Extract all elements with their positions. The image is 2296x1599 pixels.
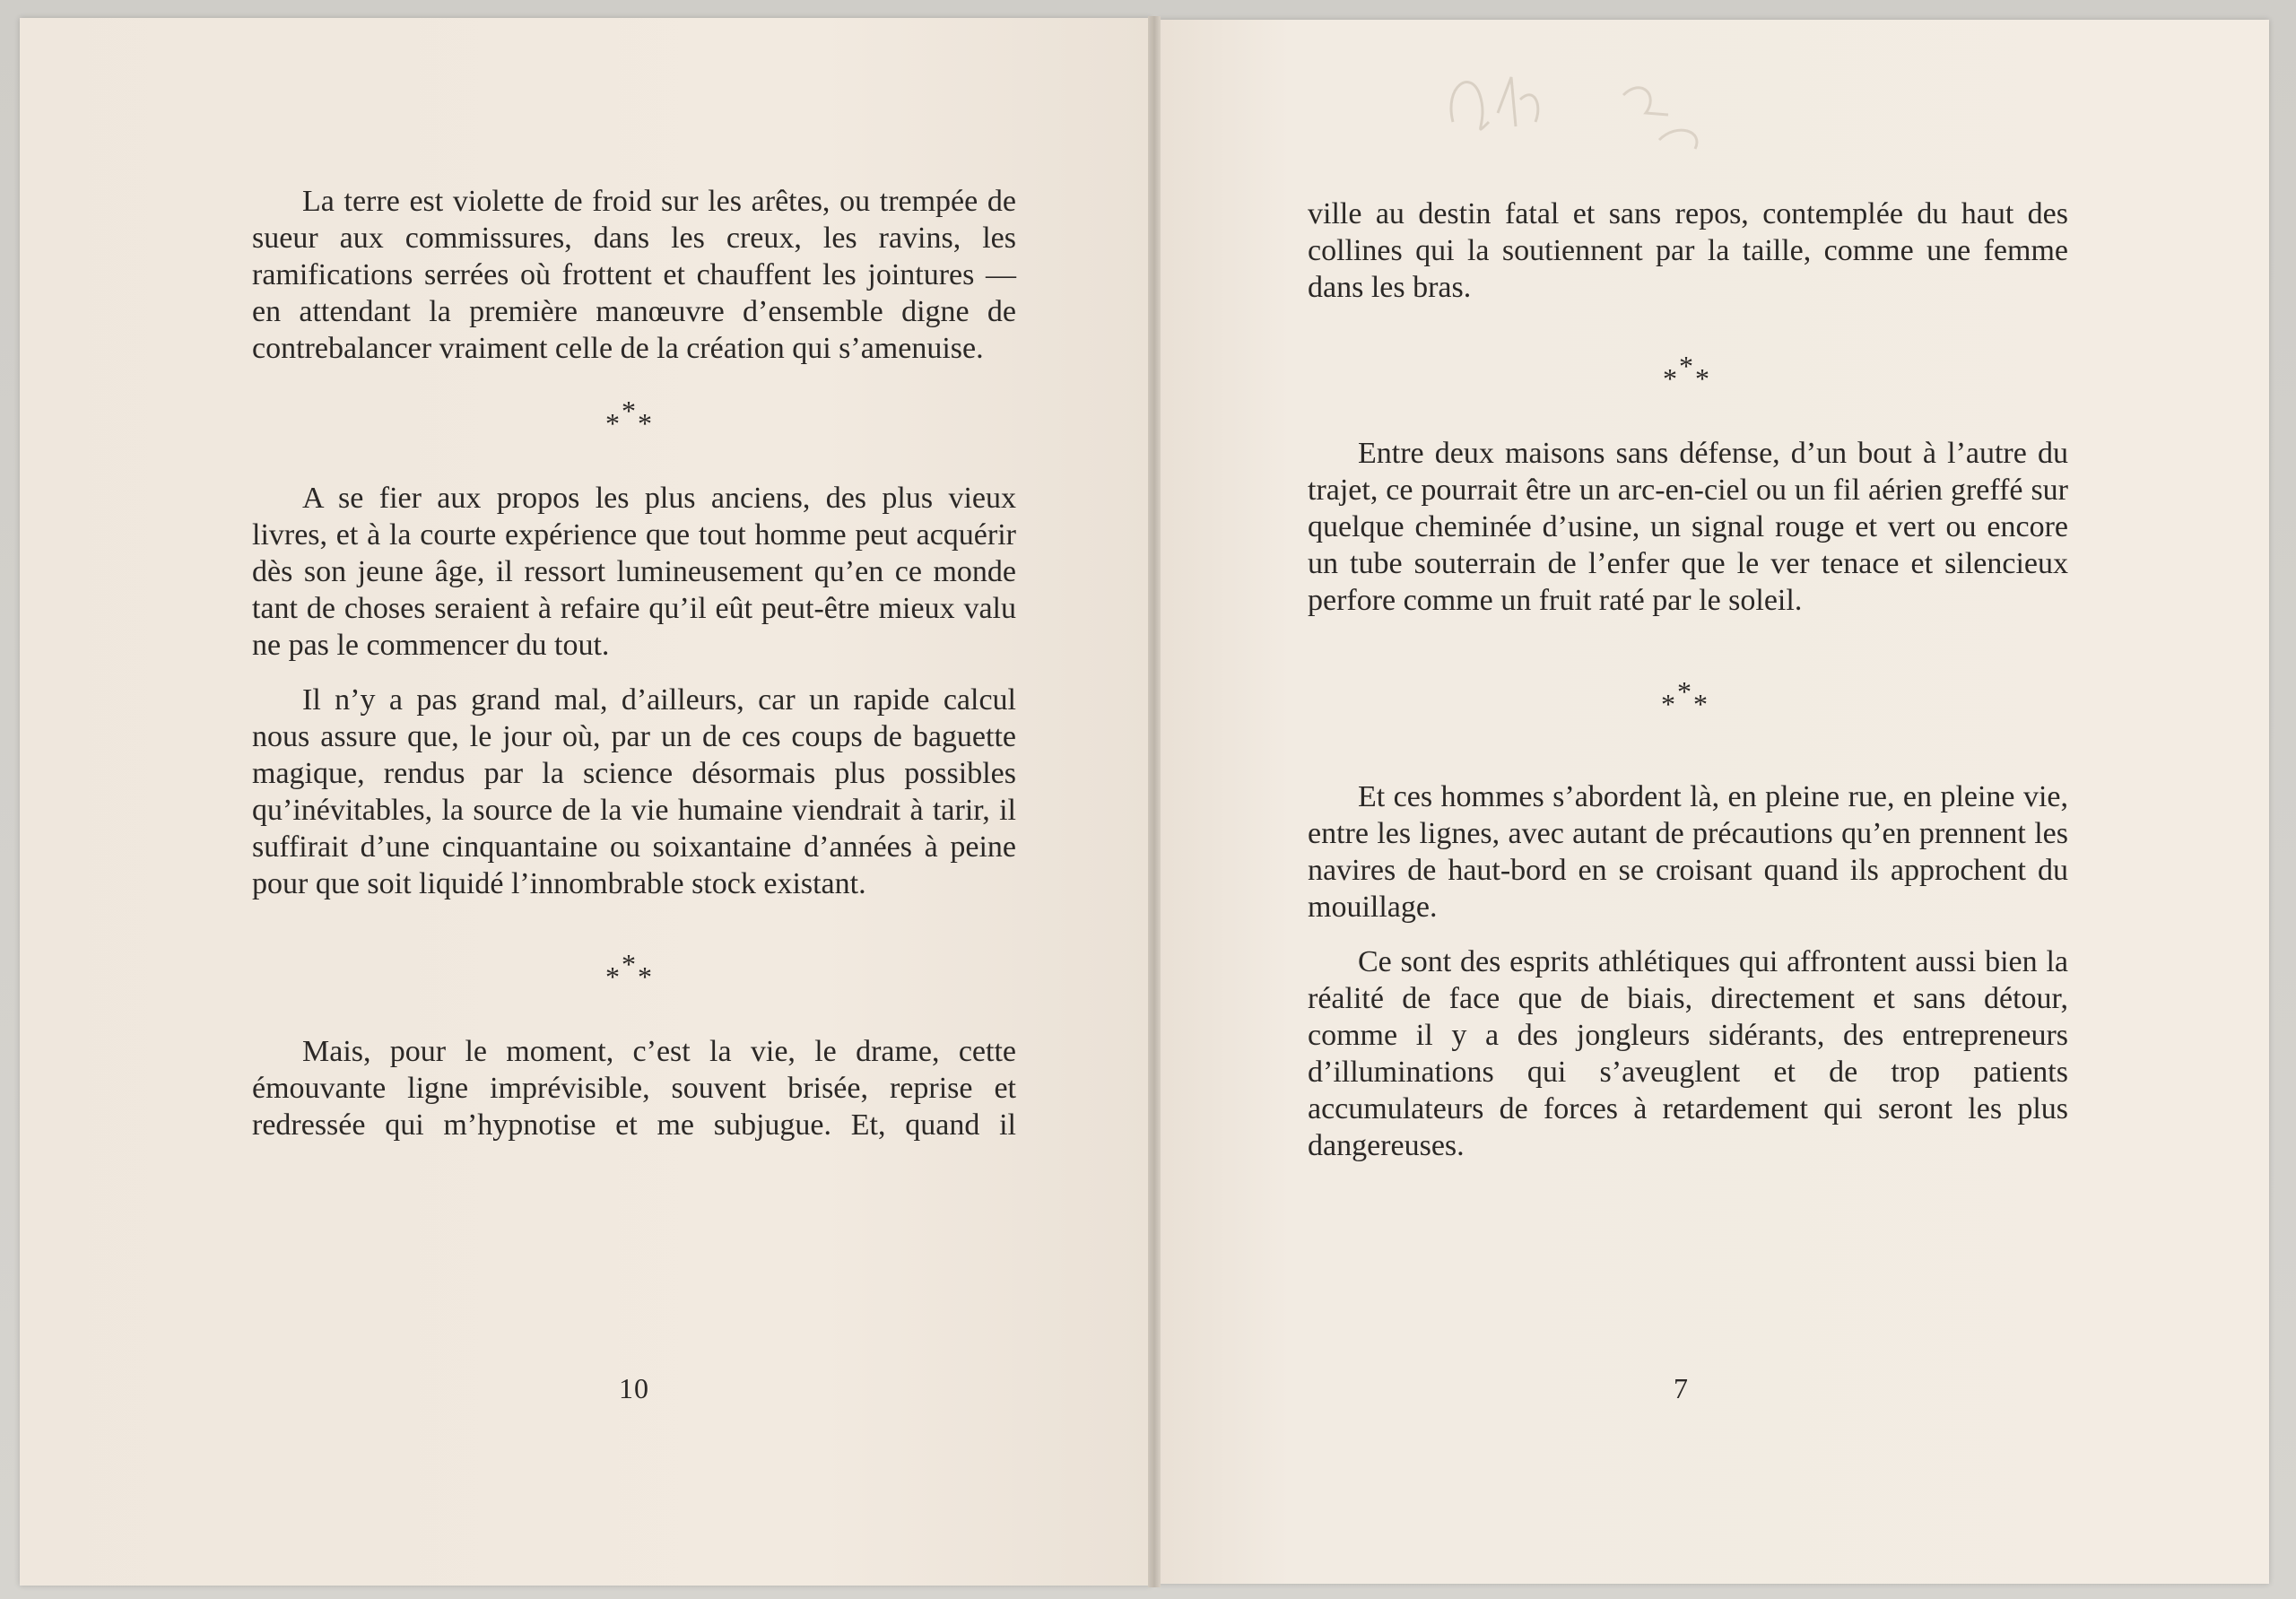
paragraph: La terre est violette de froid sur les arêtes, ou trempée de sueur aux commissures, dans les creux, les ravins, les ramifications serrées où frottent et chauffent les jointures — en attendant la première manœuvre d’ensemble digne de contrebalancer vraiment celle de la création qui s’amenuise. — [252, 185, 1016, 365]
paragraph: A se fier aux propos les plus anciens, des plus vieux livres, et à la courte expérience que tout homme peut acquérir dès son jeune âge, il ressort lumineusement qu’en ce monde tant de choses seraient à refaire qu’il eût peut-être mieux valu ne pas le commencer du tout. — [252, 482, 1016, 662]
separator-star: * — [605, 407, 620, 439]
section-separator — [1308, 352, 2068, 435]
separator-star: * — [1661, 688, 1675, 720]
section-separator — [1308, 675, 2068, 778]
paragraph: Entre deux maisons sans défense, d’un bout à l’autre du trajet, ce pourrait être un arc-en-ciel ou un fil aérien greffé sur quelque cheminée d’usine, un signal rouge et vert ou encore un tube souterrain de l’enfer que le ver tenace et silencieux perfore comme un fruit raté par le soleil. — [1308, 437, 2068, 617]
paragraph: Il n’y a pas grand mal, d’ailleurs, car un rapide calcul nous assure que, le jour où, par un de ces coups de baguette magique, rendus par la science désormais plus possibles qu’inévitables, la source de la vie humaine viendrait à tarir, il suffirait d’une cinquantaine ou soixantaine d’années à peine pour que soit liquidé l’innombrable stock existant. — [252, 683, 1016, 900]
section-separator — [252, 948, 1016, 1033]
separator-star: * — [622, 948, 636, 980]
pencil-annotation — [1435, 59, 1740, 158]
paragraph: Mais, pour le moment, c’est la vie, le drame, cette émouvante ligne imprévisible, souvent brisée, reprise et redressée qui m’hypnotise et me subjugue. Et, quand il — [252, 1035, 1016, 1142]
separator-star: * — [1663, 362, 1677, 395]
page-number: 10 — [619, 1372, 649, 1404]
separator-star: * — [1677, 675, 1692, 708]
left-text-column — [252, 183, 1016, 1161]
separator-star: * — [638, 407, 652, 439]
book-gutter — [1148, 16, 1161, 1587]
separator-star: * — [1693, 688, 1708, 720]
paragraph: ville au destin fatal et sans repos, contemplée du haut des collines qui la soutiennent par la taille, comme une femme dans les bras. — [1308, 197, 2068, 304]
right-text-column — [1308, 196, 2068, 1182]
section-separator — [252, 397, 1016, 480]
separator-star: * — [1695, 362, 1709, 395]
paragraph: Et ces hommes s’abordent là, en pleine rue, en pleine vie, entre les lignes, avec autant de précautions qu’en prennent les navires de haut-bord en se croisant quand ils approchent du mouillage. — [1308, 780, 2068, 924]
separator-star: * — [622, 395, 636, 427]
separator-star: * — [638, 960, 652, 993]
separator-star: * — [605, 960, 620, 993]
paragraph: Ce sont des esprits athlétiques qui affrontent aussi bien la réalité de face que de biais, directement et sans détour, comme il y a des jongleurs sidérants, des entrepreneurs d’illuminations qui s’aveuglent et de trop patients accumulateurs de forces à retardement qui seront les plus dangereuses. — [1308, 945, 2068, 1162]
separator-star: * — [1679, 350, 1693, 382]
page-number: 7 — [1674, 1372, 1689, 1404]
